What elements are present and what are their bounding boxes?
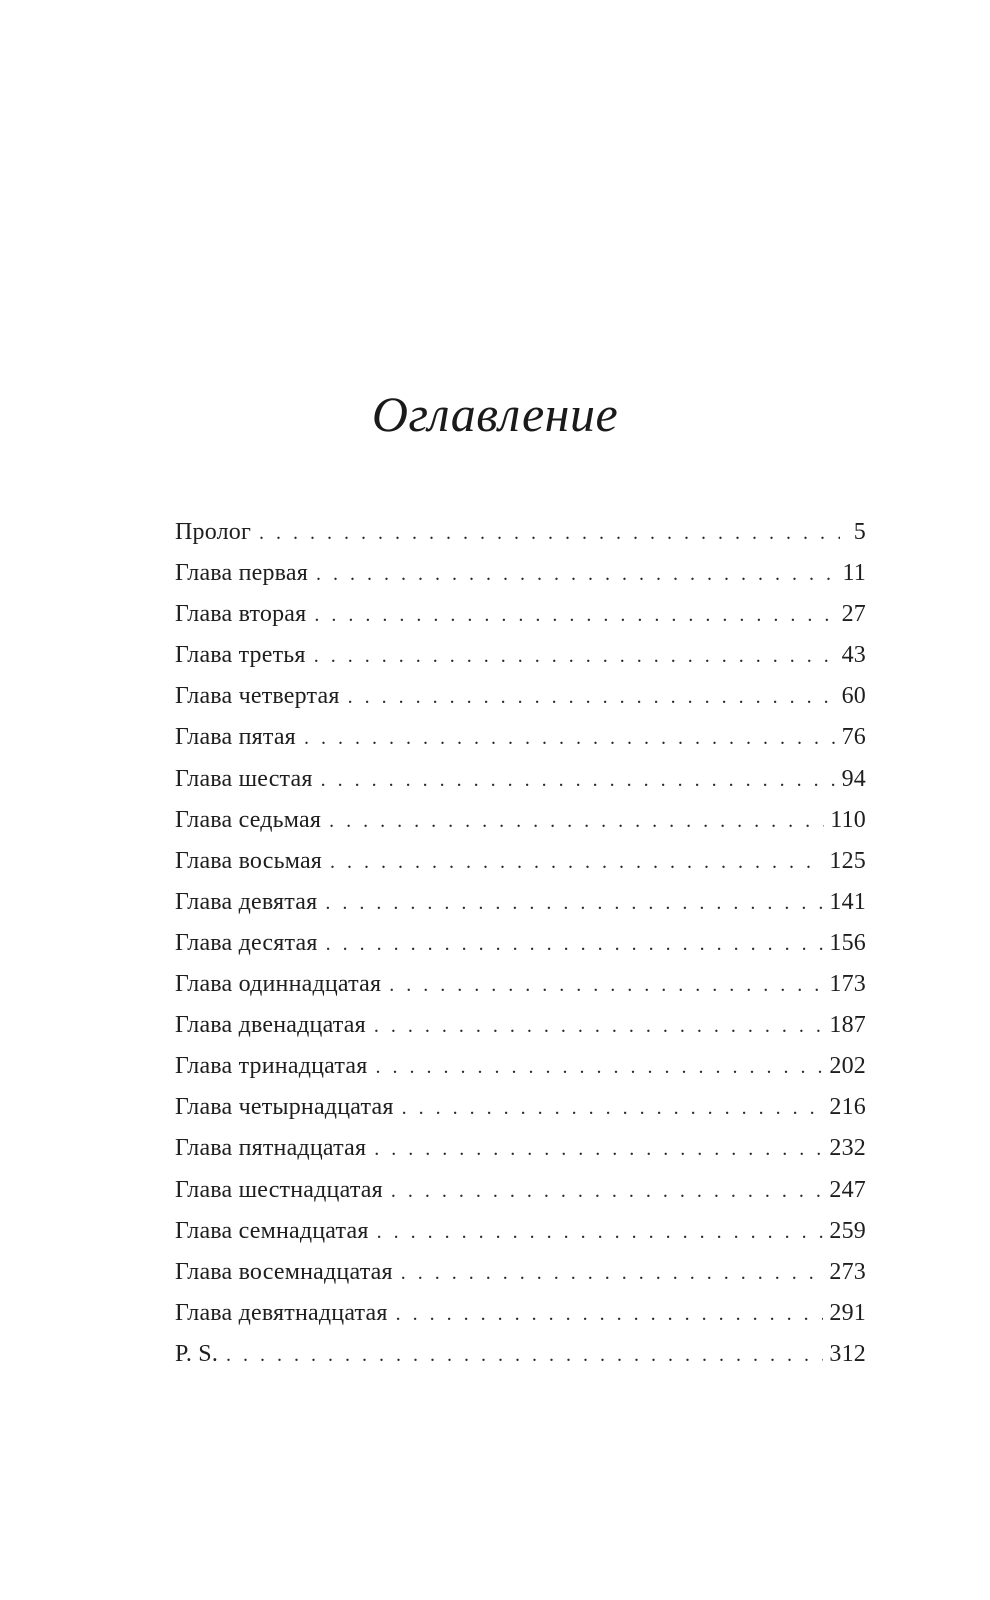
- toc-entry[interactable]: [175, 1170, 866, 1211]
- toc-entry-page: 110: [830, 806, 866, 833]
- toc-entry[interactable]: [175, 1334, 866, 1375]
- dot-leader: [329, 801, 824, 842]
- toc-entry-label: P. S.: [175, 1340, 219, 1367]
- toc-entry[interactable]: [175, 923, 866, 964]
- toc-entry-label: Глава восьмая: [175, 847, 323, 874]
- toc-entry-page: 202: [829, 1053, 866, 1080]
- toc-entry[interactable]: [175, 841, 866, 882]
- dot-leader: [321, 760, 836, 801]
- dot-leader: [314, 595, 835, 636]
- toc-entry[interactable]: [175, 800, 866, 841]
- toc-entry-label: Глава семнадцатая: [175, 1217, 369, 1244]
- dot-leader: [401, 1253, 824, 1294]
- table-of-contents: [175, 512, 866, 1375]
- dot-leader: [314, 636, 836, 677]
- toc-entry-label: Глава двенадцатая: [175, 1012, 366, 1039]
- dot-leader: [389, 965, 823, 1006]
- toc-entry-page: 216: [829, 1094, 866, 1121]
- toc-entry-page: 76: [841, 724, 866, 751]
- toc-entry[interactable]: [175, 1005, 866, 1046]
- toc-entry[interactable]: [175, 553, 866, 594]
- dot-leader: [396, 1294, 824, 1335]
- toc-entry-page: 27: [841, 601, 866, 628]
- toc-entry[interactable]: [175, 1211, 866, 1252]
- toc-entry-page: 273: [829, 1258, 866, 1285]
- dot-leader: [325, 883, 823, 924]
- toc-entry-page: 247: [829, 1176, 866, 1203]
- toc-entry-label: Глава пятая: [175, 724, 296, 751]
- toc-entry[interactable]: [175, 1087, 866, 1128]
- dot-leader: [330, 842, 823, 883]
- dot-leader: [374, 1006, 824, 1047]
- toc-entry[interactable]: [175, 594, 866, 635]
- toc-entry-page: 156: [829, 929, 866, 956]
- toc-entry-label: Глава шестая: [175, 765, 313, 792]
- toc-entry[interactable]: [175, 1252, 866, 1293]
- toc-entry-page: 312: [829, 1340, 866, 1367]
- toc-entry-label: Глава шестнадцатая: [175, 1176, 383, 1203]
- toc-entry[interactable]: [175, 635, 866, 676]
- dot-leader: [304, 718, 836, 759]
- page-title: Оглавление: [371, 386, 619, 442]
- toc-entry[interactable]: [175, 676, 866, 717]
- toc-entry[interactable]: [175, 759, 866, 800]
- toc-entry-page: 60: [841, 683, 866, 710]
- toc-entry-page: 5: [853, 519, 866, 545]
- dot-leader: [259, 513, 840, 554]
- dot-leader: [348, 677, 836, 718]
- toc-entry-label: Глава восемнадцатая: [175, 1258, 393, 1285]
- toc-entry-label: Глава десятая: [175, 929, 318, 956]
- toc-entry-page: 187: [829, 1012, 866, 1039]
- toc-entry-label: Глава одиннадцатая: [175, 971, 382, 998]
- toc-entry-page: 125: [829, 847, 866, 874]
- toc-entry-page: 291: [829, 1299, 866, 1326]
- toc-entry-page: 94: [841, 765, 866, 792]
- toc-entry-page: 173: [829, 971, 866, 998]
- toc-entry[interactable]: [175, 1128, 866, 1169]
- toc-entry-label: Глава пятнадцатая: [175, 1135, 367, 1162]
- dot-leader: [374, 1129, 823, 1170]
- toc-entry-page: 232: [829, 1135, 866, 1162]
- toc-entry-page: 141: [829, 888, 866, 915]
- toc-entry-label: Глава девятая: [175, 888, 318, 915]
- toc-entry-label: Глава девятнадцатая: [175, 1299, 388, 1326]
- toc-entry-page: 11: [842, 560, 866, 587]
- dot-leader: [391, 1171, 823, 1212]
- dot-leader: [226, 1335, 823, 1376]
- dot-leader: [377, 1212, 824, 1253]
- dot-leader: [326, 924, 824, 965]
- toc-entry-label: Глава вторая: [175, 601, 307, 628]
- dot-leader: [316, 554, 837, 595]
- toc-entry[interactable]: [175, 882, 866, 923]
- toc-entry-label: Глава четвертая: [175, 683, 340, 710]
- toc-entry-label: Глава тринадцатая: [175, 1053, 368, 1080]
- dot-leader: [375, 1047, 823, 1088]
- toc-entry[interactable]: [175, 512, 866, 553]
- toc-entry[interactable]: [175, 964, 866, 1005]
- toc-entry-label: Глава первая: [175, 560, 308, 587]
- toc-entry[interactable]: [175, 1293, 866, 1334]
- toc-entry-page: 43: [841, 642, 866, 669]
- toc-entry[interactable]: [175, 1046, 866, 1087]
- toc-entry[interactable]: [175, 717, 866, 758]
- toc-entry-label: Глава третья: [175, 642, 306, 669]
- toc-entry-label: Глава четырнадцатая: [175, 1094, 394, 1121]
- dot-leader: [402, 1088, 824, 1129]
- toc-entry-label: Пролог: [175, 519, 252, 545]
- toc-entry-label: Глава седьмая: [175, 806, 322, 833]
- toc-entry-page: 259: [829, 1217, 866, 1244]
